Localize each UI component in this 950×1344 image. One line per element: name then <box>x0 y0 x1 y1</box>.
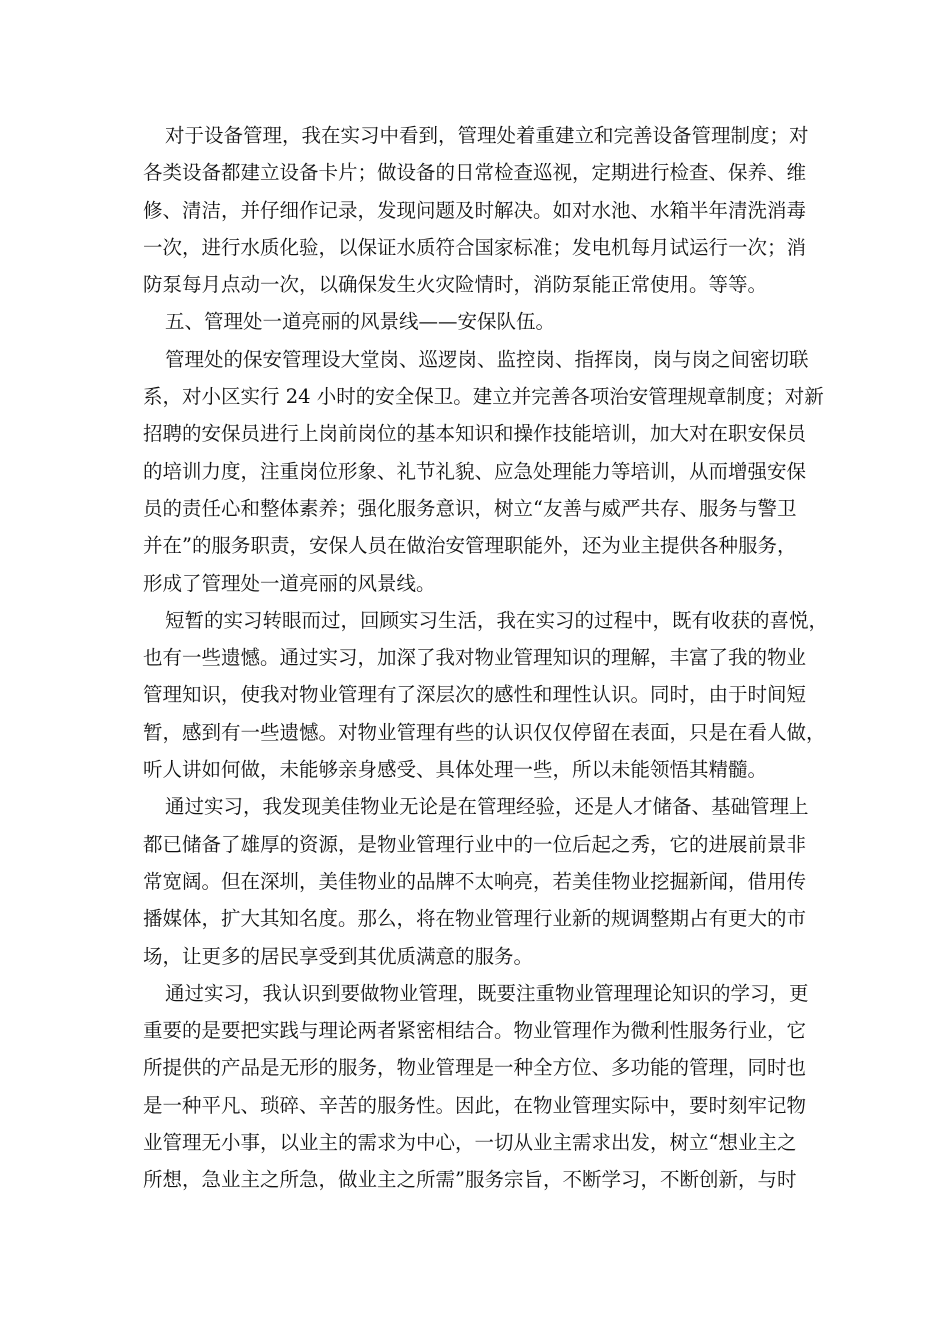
text-line: 的培训力度，注重岗位形象、礼节礼貌、应急处理能力等培训，从而增强安保 <box>143 459 807 483</box>
text-line: 管理知识，使我对物业管理有了深层次的感性和理性认识。同时，由于时间短 <box>143 683 807 707</box>
paragraph-theory-practice <box>143 975 809 1199</box>
section-heading <box>143 303 803 340</box>
text-line: 通过实习，我发现美佳物业无论是在管理经验，还是人才储备、基础管理上 <box>165 795 809 819</box>
text-line: 对于设备管理，我在实习中看到，管理处着重建立和完善设备管理制度；对 <box>165 124 809 147</box>
text-line: 系，对小区实行 24 小时的安全保卫。建立并完善各项治安管理规章制度；对新 <box>143 385 824 409</box>
text-line: 暂，感到有一些遗憾。对物业管理有些的认识仅仅停留在表面，只是在看人做， <box>143 720 826 744</box>
text-line: 各类设备都建立设备卡片；做设备的日常检查巡视，定期进行检查、保养、维 <box>143 161 807 185</box>
text-line: 短暂的实习转眼而过，回顾实习生活，我在实习的过程中，既有收获的喜悦， <box>165 608 829 632</box>
text-line: 业管理无小事，以业主的需求为中心，一切从业主需求出发，树立“想业主之 <box>143 1131 797 1155</box>
document-page <box>143 117 829 1199</box>
text-line: 场，让更多的居民享受到其优质满意的服务。 <box>143 944 534 968</box>
text-line: 通过实习，我认识到要做物业管理，既要注重物业管理理论知识的学习，更 <box>165 981 809 1005</box>
heading-line: 五、管理处一道亮丽的风景线——安保队伍。 <box>165 310 556 334</box>
text-line: 所提供的产品是无形的服务，物业管理是一种全方位、多功能的管理，同时也 <box>143 1056 807 1080</box>
text-line: 招聘的安保员进行上岗前岗位的基本知识和操作技能培训，加大对在职安保员 <box>143 422 807 446</box>
text-line: 一次，进行水质化验，以保证水质符合国家标准；发电机每月试运行一次；消 <box>143 235 807 259</box>
text-line: 也有一些遗憾。通过实习，加深了我对物业管理知识的理解，丰富了我的物业 <box>143 646 807 670</box>
text-line: 管理处的保安管理设大堂岗、巡逻岗、监控岗、指挥岗，岗与岗之间密切联 <box>165 347 809 371</box>
text-line: 防泵每月点动一次，以确保发生火灾险情时，消防泵能正常使用。等等。 <box>143 273 768 297</box>
paragraph-company-prospects <box>143 788 809 974</box>
text-line: 是一种平凡、琐碎、辛苦的服务性。因此，在物业管理实际中，要时刻牢记物 <box>143 1093 807 1117</box>
text-line: 常宽阔。但在深圳，美佳物业的品牌不太响亮，若美佳物业挖掘新闻，借用传 <box>143 869 807 893</box>
text-line: 员的责任心和整体素养；强化服务意识，树立“友善与威严共存、服务与警卫 <box>143 496 797 520</box>
text-line: 修、清洁，并仔细作记录，发现问题及时解决。如对水池、水箱半年清洗消毒 <box>143 198 807 222</box>
text-line: 并在”的服务职责，安保人员在做治安管理职能外，还为业主提供各种服务， <box>143 534 797 558</box>
paragraph-security-management <box>143 341 824 602</box>
text-line: 听人讲如何做，未能够亲身感受、具体处理一些，所以未能领悟其精髓。 <box>143 758 768 782</box>
text-line: 都已储备了雄厚的资源，是物业管理行业中的一位后起之秀，它的进展前景非 <box>143 832 807 856</box>
text-line: 所想，急业主之所急，做业主之所需”服务宗旨，不断学习，不断创新，与时 <box>143 1168 797 1192</box>
paragraph-internship-review <box>143 602 829 788</box>
paragraph-equipment-management <box>143 117 809 303</box>
text-line: 重要的是要把实践与理论两者紧密相结合。物业管理作为微利性服务行业，它 <box>143 1019 807 1043</box>
text-line: 播媒体，扩大其知名度。那么，将在物业管理行业新的规调整期占有更大的市 <box>143 907 807 931</box>
text-line: 形成了管理处一道亮丽的风景线。 <box>143 571 436 595</box>
